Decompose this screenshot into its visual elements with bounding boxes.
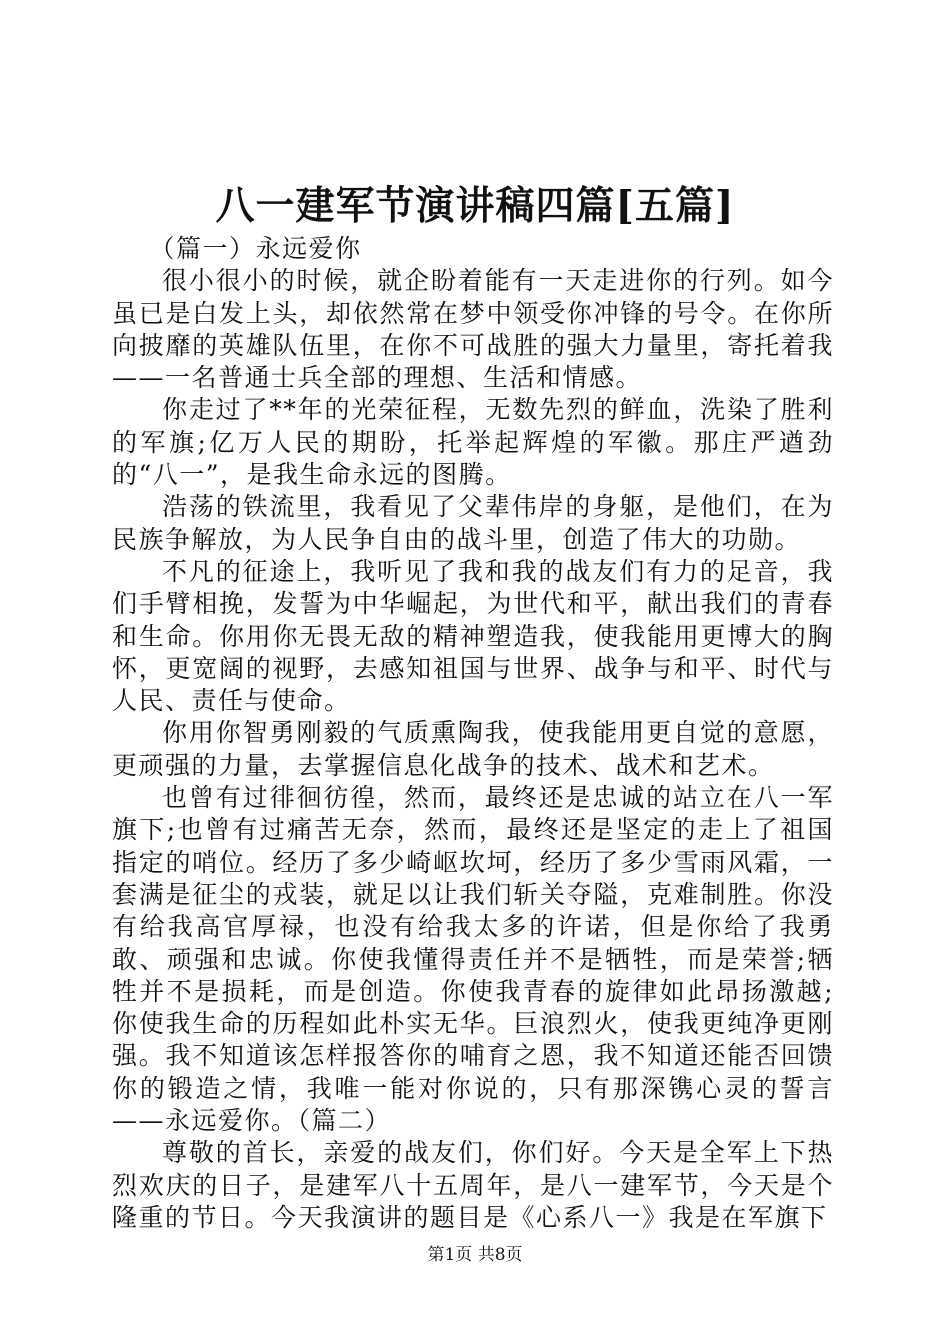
- paragraph: 浩荡的铁流里，我看见了父辈伟岸的身躯，是他们，在为民族争解放，为人民争自由的战斗里，创造了伟大的功勋。: [112, 492, 834, 554]
- section-heading: （篇一）永远爱你: [149, 234, 362, 263]
- document-title: 八一建军节演讲稿四篇[五篇]: [215, 183, 735, 229]
- paragraph: 很小很小的时候，就企盼着能有一天走进你的行列。如今虽已是白发上头，却依然常在梦中领受你冲锋的号令。在你所向披靡的英雄队伍里，在你不可战胜的强大力量里，寄托着我——一名普通士兵全部的理想、生活和情感。: [112, 266, 834, 393]
- paragraph: 你走过了**年的光荣征程，无数先烈的鲜血，洗染了胜利的军旗;亿万人民的期盼，托举起辉煌的军徽。那庄严遒劲的“八一”，是我生命永远的图腾。: [112, 395, 834, 490]
- page-footer: 第1页 共8页: [427, 1245, 523, 1265]
- paragraph: 也曾有过徘徊彷徨，然而，最终还是忠诚的站立在八一军旗下;也曾有过痛苦无奈，然而，最终还是坚定的走上了祖国指定的哨位。经历了多少崎岖坎坷，经历了多少雪雨风霜，一套满是征尘的戎装，就足以让我们斩关夺隘，克难制胜。你没有给我高官厚禄，也没有给我太多的许诺，但是你给了我勇敢、顽强和忠诚。你使我懂得责任并不是牺牲，而是荣誉;牺牲并不是损耗，而是创造。你使我青春的旋律如此昂扬激越;你使我生命的历程如此朴实无华。巨浪烈火，使我更纯净更刚强。我不知道该怎样报答你的哺育之恩，我不知道还能否回馈你的锻造之情，我唯一能对你说的，只有那深镌心灵的誓言——永远爱你。（篇二）: [112, 783, 834, 1136]
- document-body: [112, 233, 834, 1234]
- paragraph: 尊敬的首长，亲爱的战友们，你们好。今天是全军上下热烈欢庆的日子，是建军八十五周年，是八一建军节，今天是个隆重的节日。今天我演讲的题目是《心系八一》我是在军旗下: [112, 1138, 834, 1232]
- paragraph: 你用你智勇刚毅的气质熏陶我，使我能用更自觉的意愿，更顽强的力量，去掌握信息化战争的技术、战术和艺术。: [112, 718, 834, 780]
- paragraph: 不凡的征途上，我听见了我和我的战友们有力的足音，我们手臂相挽，发誓为中华崛起，为世代和平，献出我们的青春和生命。你用你无畏无敌的精神塑造我，使我能用更博大的胸怀，更宽阔的视野，去感知祖国与世界、战争与和平、时代与人民、责任与使命。: [112, 556, 834, 716]
